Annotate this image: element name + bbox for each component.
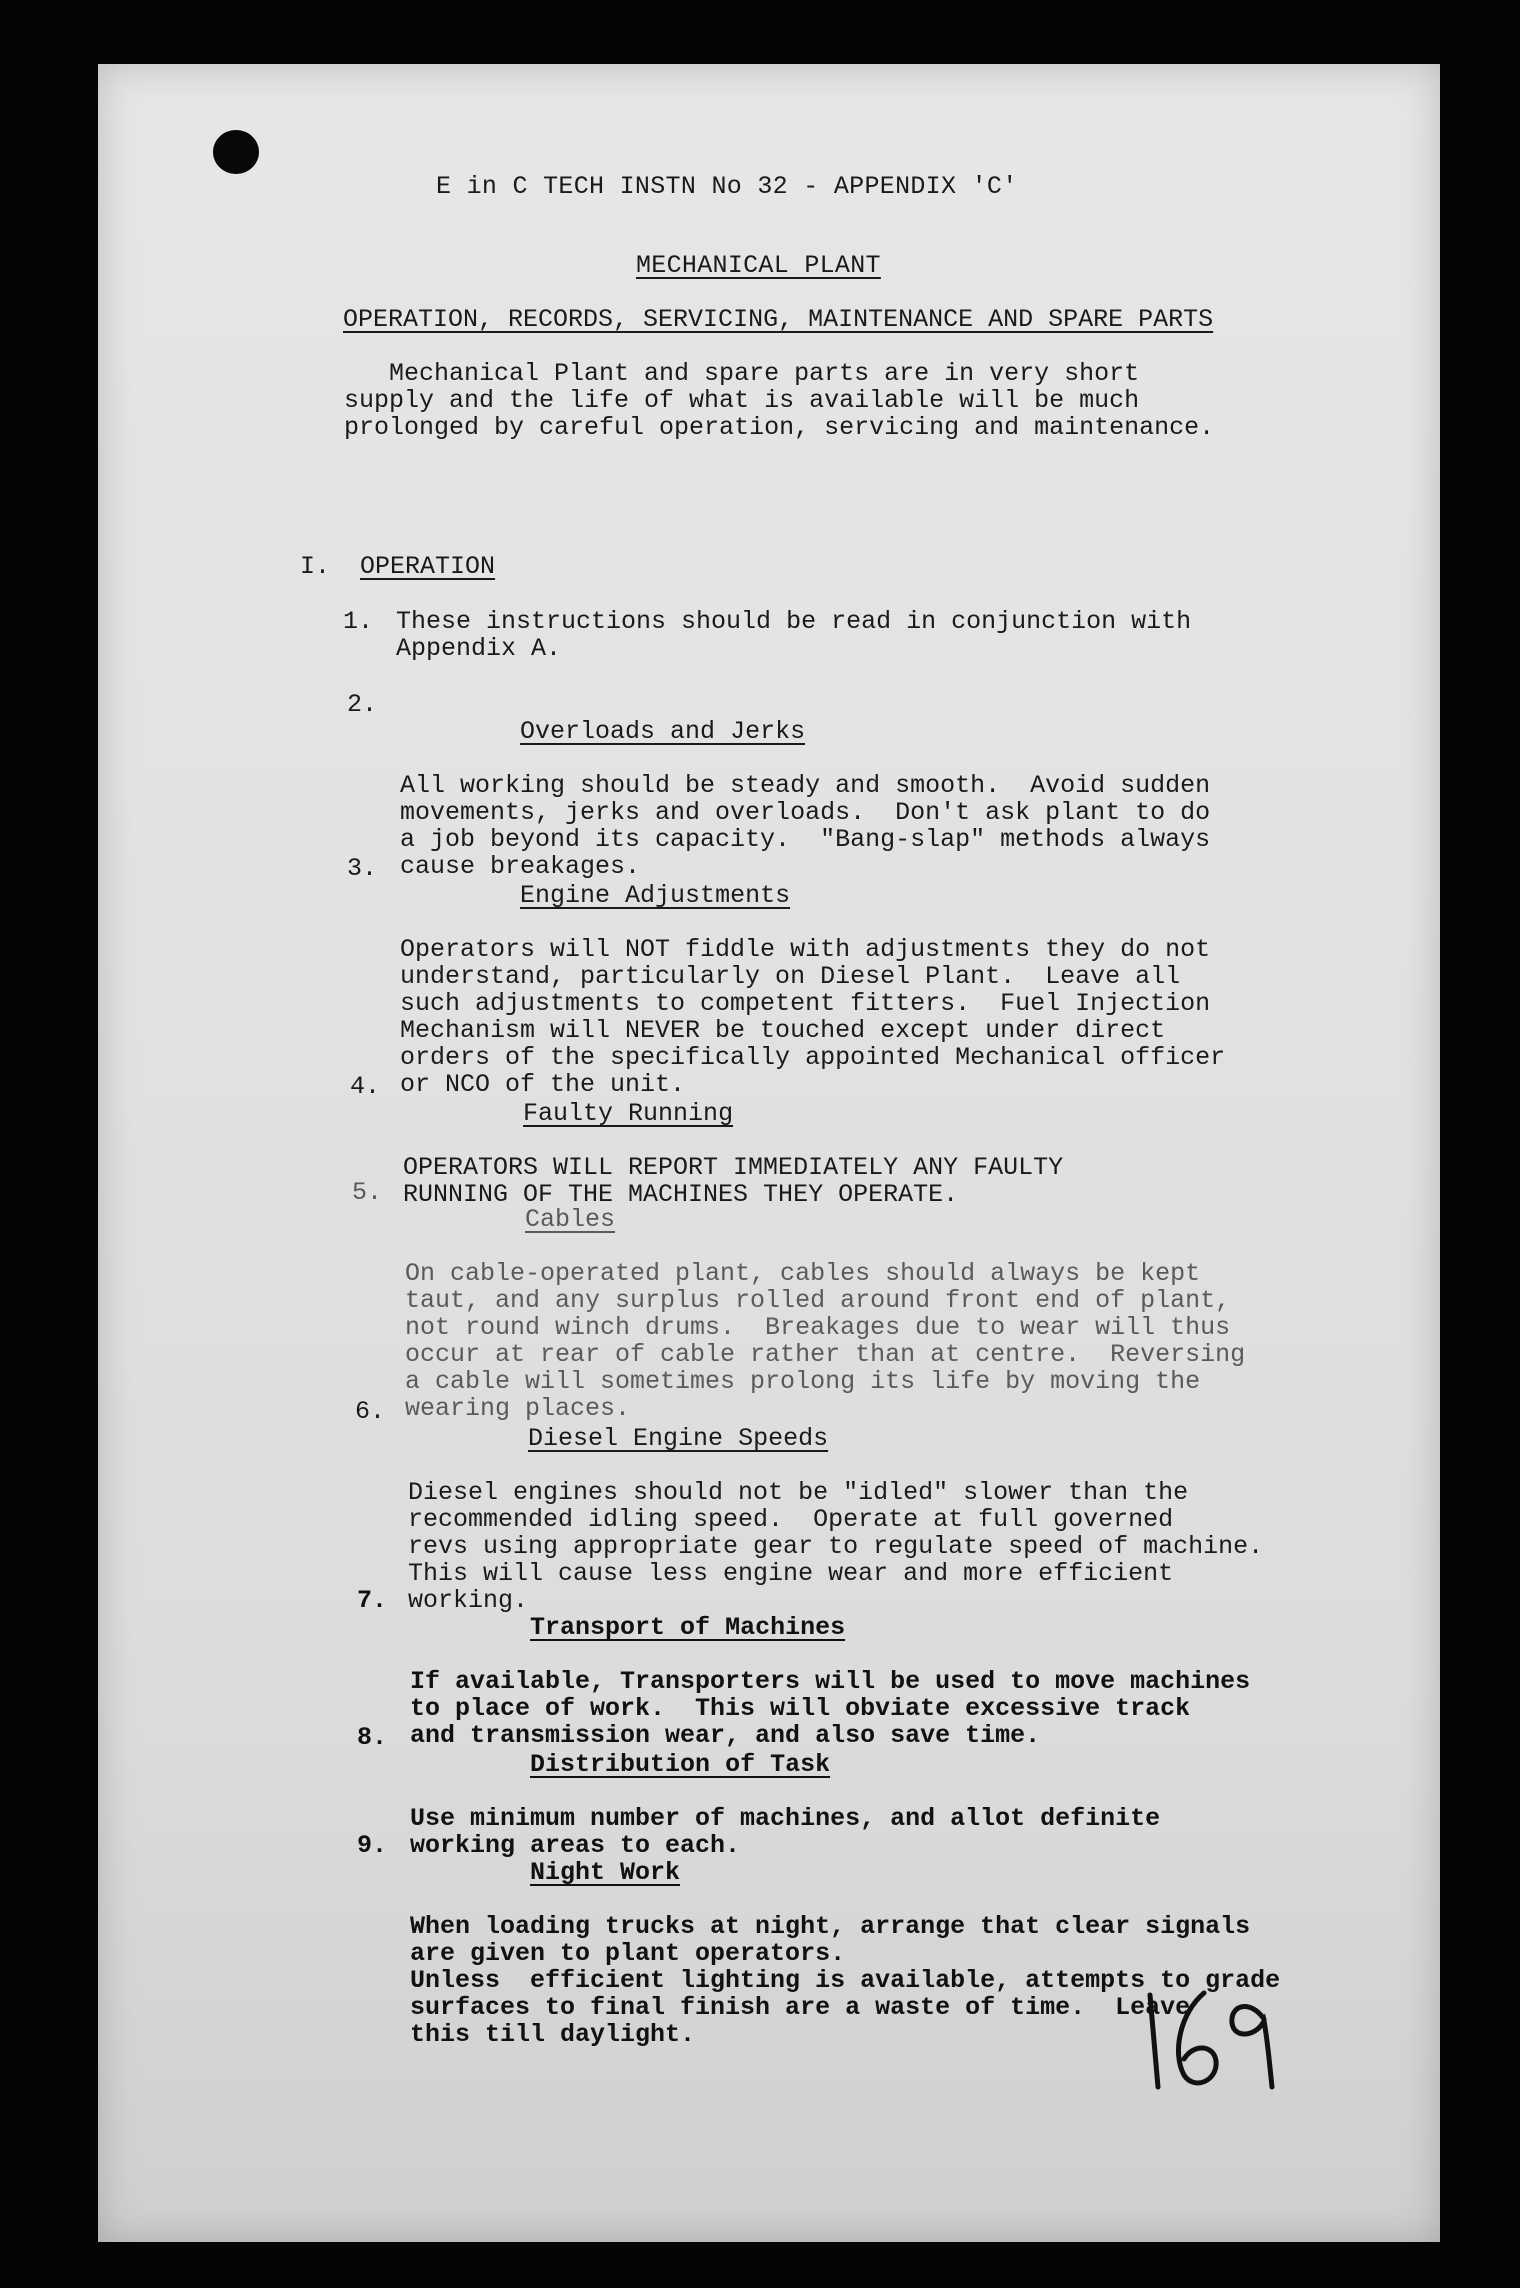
list-item [357,1723,1161,1860]
item-number: 6. [355,1397,386,1426]
item-title: Cables [525,1205,616,1234]
list-item [347,690,1211,881]
item-text: Use minimum number of machines, and allot definite working areas to each. [410,1804,1161,1860]
item-title: Engine Adjustments [520,881,791,910]
document-subtitle: OPERATION, RECORDS, SERVICING, MAINTENANCE AND SPARE PARTS [343,305,1214,334]
item-title: Transport of Machines [530,1613,846,1642]
item-number: 3. [347,854,378,883]
item-text: When loading trucks at night, arrange that clear signals are given to plant operators. Unless efficient lighting is available, attempts to grade surfaces to final finish are a waste of time. Leave this till daylight. [410,1912,1281,2049]
item-title: Distribution of Task [530,1750,831,1779]
item-number: 9. [357,1831,388,1860]
list-item [350,1072,1064,1209]
list-item [357,1586,1251,1750]
item-text: OPERATORS WILL REPORT IMMEDIATELY ANY FAULTY RUNNING OF THE MACHINES THEY OPERATE. [403,1153,1064,1209]
item-title: Night Work [530,1858,681,1887]
item-title: Diesel Engine Speeds [528,1424,829,1453]
item-number: 5. [352,1178,383,1207]
section-number: I. [300,552,331,581]
item-text: On cable-operated plant, cables should always be kept taut, and any surplus rolled around front end of plant, not round winch drums. Breakages due to wear will thus occur at rear of cable rather than at centre. Reversing a cable will sometimes prolong its life by moving the wearing places. [405,1259,1246,1423]
section-heading [300,553,495,580]
section-title: OPERATION [360,552,496,581]
item-text: Diesel engines should not be "idled" slower than the recommended idling speed. Operate at full governed revs using appropriate gear to regulate speed of machine. This will cause less engine wear and more efficient working. [408,1478,1264,1615]
list-item [355,1397,1264,1615]
item-title: Overloads and Jerks [520,717,806,746]
handwritten-page-number [1132,1983,1282,2093]
list-item [347,854,1226,1099]
document-title: MECHANICAL PLANT [636,251,881,280]
item-number: 1. [343,607,374,636]
item-title: Faulty Running [523,1099,734,1128]
item-number: 7. [357,1586,388,1615]
document-reference: E in C TECH INSTN No 32 - APPENDIX 'C' [436,172,1018,201]
item-text: All working should be steady and smooth. Avoid sudden movements, jerks and overloads. Don't ask plant to do a job beyond its capacity. "Bang-slap" methods always cause breakages. [400,771,1211,881]
item-text: Operators will NOT fiddle with adjustments they do not understand, particularly on Diesel Plant. Leave all such adjustments to competent fitters. Fuel Injection Mechanism will NEVER be touched except under direct orders of the specifically appointed Mechanical officer or NCO of the unit. [400,935,1226,1099]
item-number: 4. [350,1072,381,1101]
item-text: These instructions should be read in conjunction with Appendix A. [396,607,1192,663]
item-number: 2. [347,690,378,719]
item-number: 8. [357,1723,388,1752]
intro-paragraph: Mechanical Plant and spare parts are in very short supply and the life of what is available will be much prolonged by careful operation, servicing and maintenance. [344,359,1215,442]
item-text: If available, Transporters will be used to move machines to place of work. This will obviate excessive track and transmission wear, and also save time. [410,1667,1251,1750]
